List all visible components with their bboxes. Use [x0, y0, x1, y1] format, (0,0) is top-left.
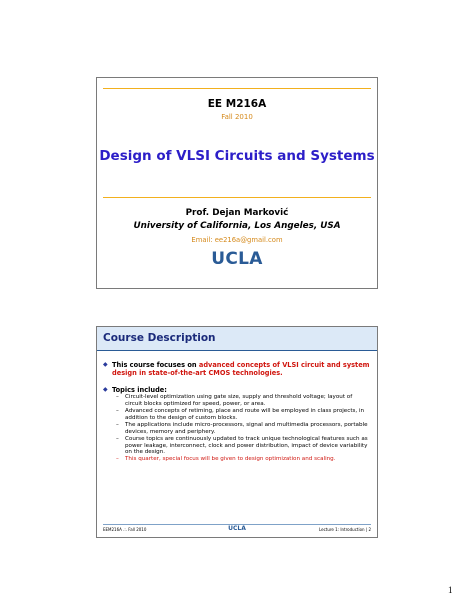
diamond-bullet-icon: ◆ [103, 385, 108, 393]
list-item: – Circuit-level optimization using gate size, supply and threshold voltage; layout of circuit blocks optimized for speed, power, or area. [116, 394, 353, 408]
contact-email: Email: ee216a@gmail.com [191, 236, 283, 244]
list-item: – Course topics are continuously updated to track unique technological features such as power leakage, interconnect, clock and power distribution, impact of device variability on the design. [116, 435, 368, 456]
course-title: Design of VLSI Circuits and Systems [99, 148, 375, 164]
bullet-topics-text: Topics include: [112, 385, 167, 394]
title-slide [96, 77, 378, 289]
bullet-topics [103, 386, 371, 394]
slide-header [97, 327, 377, 351]
university-name: University of California, Los Angeles, USA [133, 221, 341, 231]
list-item: – Advanced concepts of retiming, place and route will be employed in class projects, in addition to the design of custom blocks. [116, 408, 365, 421]
page-number: 1 [448, 585, 453, 595]
footer-ucla-logo: UCLA [228, 525, 246, 532]
diamond-bullet-icon: ◆ [103, 361, 108, 368]
bullet-emphasis-text: advanced concepts of VLSI circuit and system design in state-of-the-art CMOS technologies. [112, 361, 370, 378]
professor-name: Prof. Dejan Marković [185, 208, 289, 218]
bottom-rule [103, 197, 371, 198]
course-term: Fall 2010 [221, 113, 253, 121]
footer-lecture: Lecture 1: Introduction | 2 [318, 527, 371, 532]
ucla-logo: UCLA [211, 249, 263, 269]
bullet-lead-text: This course focuses on [112, 361, 199, 369]
bullet-course-focus [103, 361, 371, 378]
course-code: EE M216A [207, 98, 267, 110]
course-description-slide [96, 326, 378, 538]
slide-title: Course Description [103, 332, 216, 344]
slide-footer [103, 525, 371, 533]
footer-course: EEM216A .:. Fall 2010 [103, 527, 147, 532]
slide-body [103, 361, 371, 463]
top-rule [103, 88, 371, 89]
list-item: – The applications include micro-processors, signal and multimedia processors, portable devices, memory and periphery. [116, 421, 368, 435]
list-item-highlight: – This quarter, special focus will be given to design optimization and scaling. [116, 456, 336, 463]
